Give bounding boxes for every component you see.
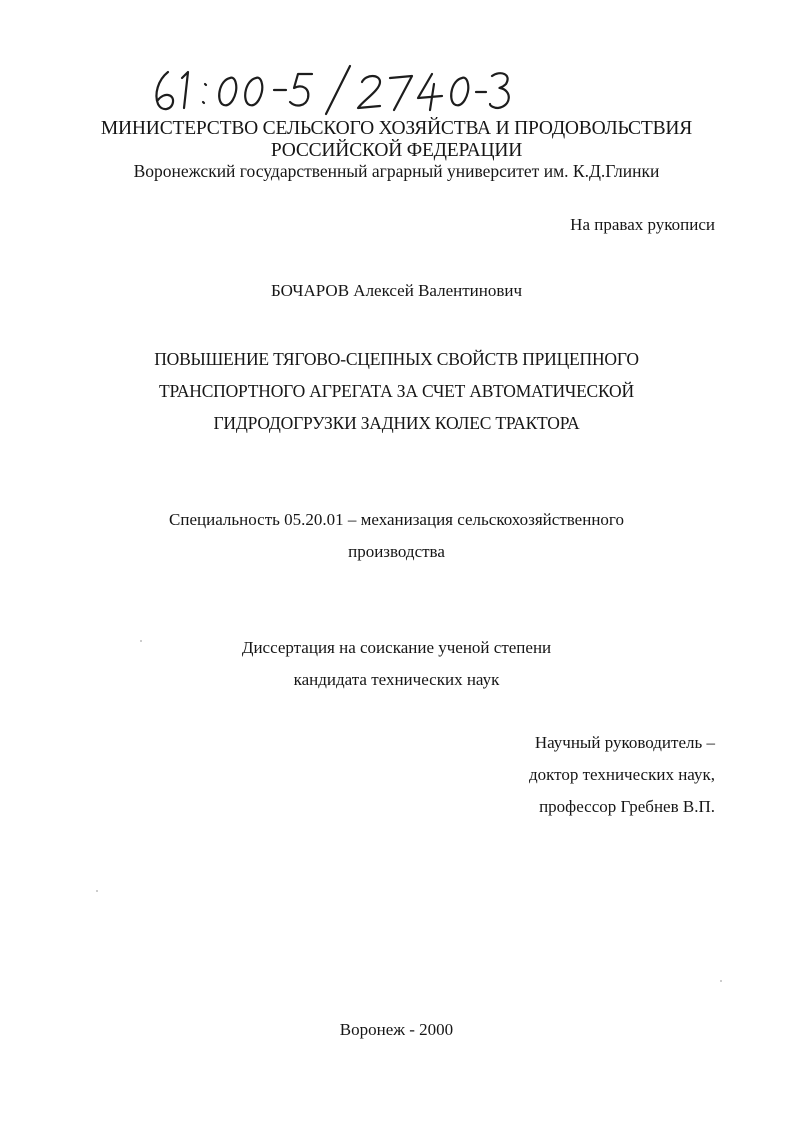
manuscript-rights-note: На правах рукописи (570, 215, 715, 234)
specialty-line: производства (348, 542, 445, 561)
degree-line: Диссертация на соискание ученой степени (241, 638, 552, 657)
title-line: ПОВЫШЕНИЕ ТЯГОВО-СЦЕПНЫХ СВОЙСТВ ПРИЦЕПНОГО (154, 349, 639, 369)
university-name: Воронежский государственный аграрный университет им. К.Д.Глинки (133, 161, 660, 181)
title-line: ГИДРОДОГРУЗКИ ЗАДНИХ КОЛЕС ТРАКТОРА (213, 413, 580, 433)
scan-speck (720, 980, 722, 982)
author-name: БОЧАРОВ Алексей Валентинович (270, 281, 523, 300)
specialty-line: Специальность 05.20.01 – механизация сельскохозяйственного (169, 510, 624, 529)
supervisor-line: Научный руководитель – (534, 733, 715, 752)
scan-speck (96, 890, 98, 892)
degree-line: кандидата технических наук (293, 670, 500, 689)
scan-speck (140, 640, 142, 642)
dissertation-title (0, 343, 793, 439)
supervisor-line: профессор Гребнев В.П. (539, 797, 715, 816)
handwritten-number-drawing (150, 62, 520, 122)
federation-heading: РОССИЙСКОЙ ФЕДЕРАЦИИ (270, 140, 523, 161)
title-line: ТРАНСПОРТНОГО АГРЕГАТА ЗА СЧЕТ АВТОМАТИЧЕСКОЙ (159, 381, 634, 401)
supervisor-block (529, 727, 715, 823)
handwritten-stamp (150, 62, 520, 122)
supervisor-line: доктор технических наук, (528, 765, 715, 784)
degree-block (0, 632, 793, 696)
ministry-heading: МИНИСТЕРСТВО СЕЛЬСКОГО ХОЗЯЙСТВА И ПРОДОВОЛЬСТВИЯ (100, 118, 693, 139)
city-year: Воронеж - 2000 (339, 1020, 454, 1039)
specialty-block (0, 504, 793, 568)
